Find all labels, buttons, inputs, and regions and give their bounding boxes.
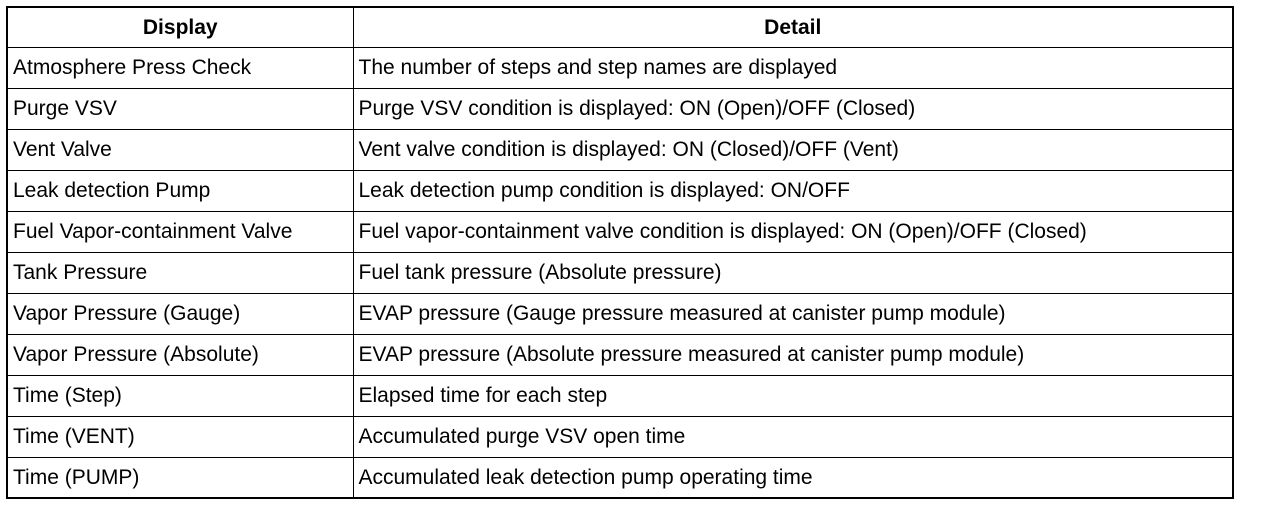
table-row <box>7 416 1233 457</box>
display-cell: Time (PUMP) <box>7 457 353 498</box>
table-row <box>7 47 1233 88</box>
table-row <box>7 252 1233 293</box>
display-cell: Atmosphere Press Check <box>7 47 353 88</box>
detail-cell: Fuel tank pressure (Absolute pressure) <box>353 252 1233 293</box>
header-display: Display <box>7 7 353 47</box>
detail-cell: EVAP pressure (Absolute pressure measured at canister pump module) <box>353 334 1233 375</box>
table-row <box>7 334 1233 375</box>
table-row <box>7 170 1233 211</box>
table-header-row <box>7 7 1233 47</box>
detail-cell: Accumulated purge VSV open time <box>353 416 1233 457</box>
detail-cell: Vent valve condition is displayed: ON (Closed)/OFF (Vent) <box>353 129 1233 170</box>
display-cell: Time (VENT) <box>7 416 353 457</box>
table-row <box>7 457 1233 498</box>
display-cell: Vent Valve <box>7 129 353 170</box>
display-cell: Vapor Pressure (Absolute) <box>7 334 353 375</box>
table-row <box>7 293 1233 334</box>
table-row <box>7 88 1233 129</box>
header-detail: Detail <box>353 7 1233 47</box>
table-row <box>7 211 1233 252</box>
detail-cell: EVAP pressure (Gauge pressure measured at canister pump module) <box>353 293 1233 334</box>
display-cell: Vapor Pressure (Gauge) <box>7 293 353 334</box>
table-row <box>7 129 1233 170</box>
display-cell: Purge VSV <box>7 88 353 129</box>
detail-cell: Leak detection pump condition is displayed: ON/OFF <box>353 170 1233 211</box>
detail-cell: Fuel vapor-containment valve condition is displayed: ON (Open)/OFF (Closed) <box>353 211 1233 252</box>
display-cell: Tank Pressure <box>7 252 353 293</box>
data-list-table <box>6 6 1234 499</box>
display-cell: Time (Step) <box>7 375 353 416</box>
display-cell: Fuel Vapor-containment Valve <box>7 211 353 252</box>
detail-cell: Accumulated leak detection pump operating time <box>353 457 1233 498</box>
detail-cell: Elapsed time for each step <box>353 375 1233 416</box>
data-list-table-container <box>6 6 1234 499</box>
display-cell: Leak detection Pump <box>7 170 353 211</box>
detail-cell: The number of steps and step names are displayed <box>353 47 1233 88</box>
detail-cell: Purge VSV condition is displayed: ON (Open)/OFF (Closed) <box>353 88 1233 129</box>
table-row <box>7 375 1233 416</box>
